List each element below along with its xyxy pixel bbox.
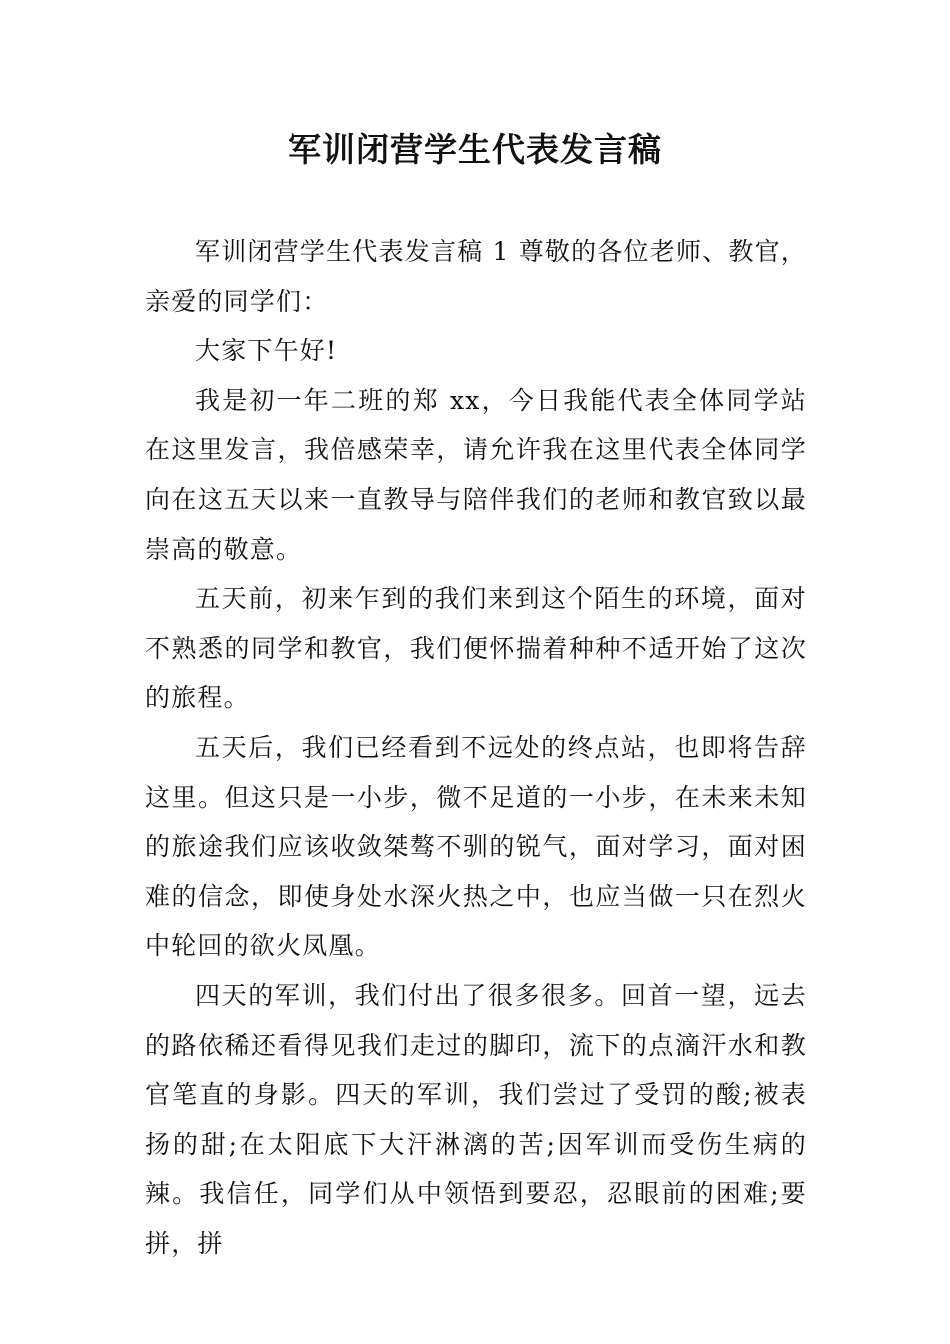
paragraph: 五天后，我们已经看到不远处的终点站，也即将告辞这里。但这只是一小步，微不足道的一小步，在未来未知的旅途我们应该收敛桀骜不驯的锐气，面对学习，面对困难的信念，即使身处水深火热之中，也应当做一只在烈火中轮回的欲火凤凰。 <box>145 732 807 961</box>
document-body <box>145 227 807 1268</box>
paragraph: 大家下午好! <box>195 336 338 366</box>
paragraph: 四天的军训，我们付出了很多很多。回首一望，远去的路依稀还看得见我们走过的脚印，流下的点滴汗水和教官笔直的身影。四天的军训，我们尝过了受罚的酸;被表扬的甜;在太阳底下大汗淋漓的苦;因军训而受伤生病的辣。我信任，同学们从中领悟到要忍，忍眼前的困难;要拼，拼 <box>145 980 807 1258</box>
document-title: 军训闭营学生代表发言稿 <box>288 130 662 169</box>
paragraph: 五天前，初来乍到的我们来到这个陌生的环境，面对不熟悉的同学和教官，我们便怀揣着种种不适开始了这次的旅程。 <box>145 584 807 713</box>
paragraph: 我是初一年二班的郑 xx，今日我能代表全体同学站在这里发言，我倍感荣幸，请允许我在这里代表全体同学向在这五天以来一直教导与陪伴我们的老师和教官致以最崇高的敬意。 <box>145 385 807 564</box>
paragraph: 军训闭营学生代表发言稿 1 尊敬的各位老师、教官，亲爱的同学们： <box>145 237 807 316</box>
